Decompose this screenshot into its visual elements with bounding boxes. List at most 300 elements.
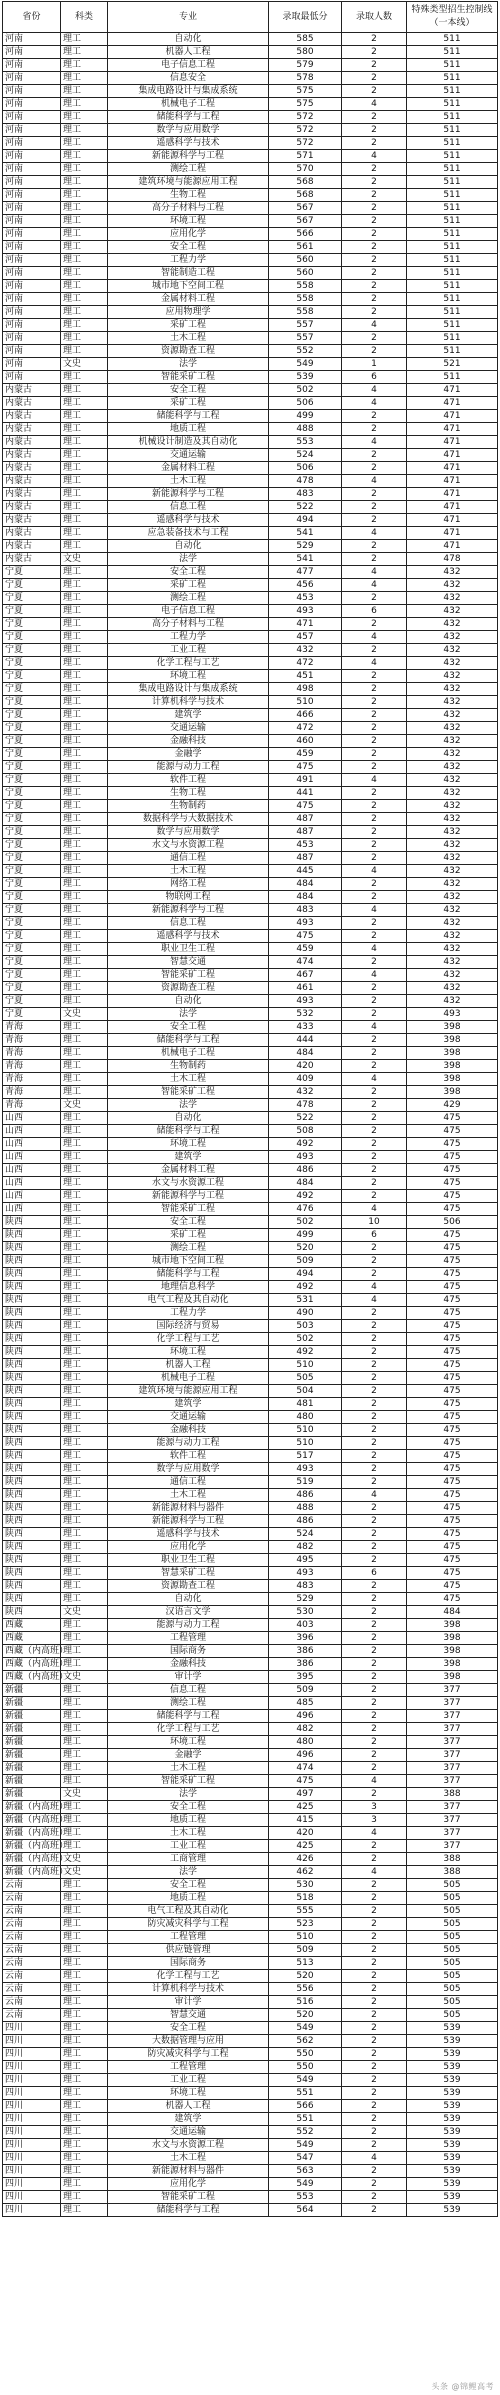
min-score-cell: 488	[269, 1502, 342, 1515]
category-cell: 文史	[61, 1788, 108, 1801]
control-line-cell: 511	[407, 137, 498, 150]
control-line-cell: 398	[407, 1073, 498, 1086]
table-row	[3, 46, 498, 59]
min-score-cell: 495	[269, 1554, 342, 1567]
min-score-cell: 493	[269, 1151, 342, 1164]
admitted-count-cell: 2	[342, 1580, 407, 1593]
major-cell: 地理信息科学	[108, 1281, 269, 1294]
major-cell: 土木工程	[108, 332, 269, 345]
category-cell: 理工	[61, 501, 108, 514]
min-score-cell: 492	[269, 1138, 342, 1151]
major-cell: 信息安全	[108, 72, 269, 85]
major-cell: 机械电子工程	[108, 1047, 269, 1060]
table-row	[3, 1866, 498, 1879]
province-cell: 四川	[3, 2165, 61, 2178]
category-cell: 理工	[61, 1203, 108, 1216]
min-score-cell: 475	[269, 1775, 342, 1788]
table-row	[3, 501, 498, 514]
table-row	[3, 358, 498, 371]
province-cell: 西藏（内高班）	[3, 1658, 61, 1671]
province-cell: 河南	[3, 85, 61, 98]
control-line-cell: 471	[407, 397, 498, 410]
province-cell: 河南	[3, 319, 61, 332]
province-cell: 宁夏	[3, 839, 61, 852]
major-cell: 化学工程与工艺	[108, 657, 269, 670]
major-cell: 环境工程	[108, 1346, 269, 1359]
category-cell: 理工	[61, 1190, 108, 1203]
table-row	[3, 1554, 498, 1567]
table-row	[3, 1515, 498, 1528]
admitted-count-cell: 2	[342, 1099, 407, 1112]
admitted-count-cell: 4	[342, 943, 407, 956]
major-cell: 金融科技	[108, 1424, 269, 1437]
province-cell: 新疆（内高班）	[3, 1827, 61, 1840]
major-cell: 能源与动力工程	[108, 1619, 269, 1632]
category-cell: 文史	[61, 1853, 108, 1866]
admitted-count-cell: 2	[342, 2139, 407, 2152]
control-line-cell: 388	[407, 1866, 498, 1879]
table-row	[3, 2178, 498, 2191]
control-line-cell: 471	[407, 527, 498, 540]
min-score-cell: 487	[269, 826, 342, 839]
control-line-cell: 377	[407, 1749, 498, 1762]
min-score-cell: 532	[269, 1008, 342, 1021]
admitted-count-cell: 6	[342, 605, 407, 618]
category-cell: 理工	[61, 709, 108, 722]
province-cell: 宁夏	[3, 605, 61, 618]
province-cell: 青海	[3, 1060, 61, 1073]
min-score-cell: 493	[269, 995, 342, 1008]
control-line-cell: 471	[407, 462, 498, 475]
province-cell: 河南	[3, 176, 61, 189]
min-score-cell: 520	[269, 1242, 342, 1255]
major-cell: 职业卫生工程	[108, 943, 269, 956]
table-row	[3, 1281, 498, 1294]
control-line-cell: 539	[407, 2113, 498, 2126]
admitted-count-cell: 2	[342, 696, 407, 709]
province-cell: 内蒙古	[3, 462, 61, 475]
category-cell: 理工	[61, 124, 108, 137]
major-cell: 安全工程	[108, 566, 269, 579]
major-cell: 储能科学与工程	[108, 1125, 269, 1138]
min-score-cell: 486	[269, 1489, 342, 1502]
min-score-cell: 518	[269, 1892, 342, 1905]
province-cell: 云南	[3, 1918, 61, 1931]
min-score-cell: 530	[269, 1879, 342, 1892]
province-cell: 西藏（内高班）	[3, 1645, 61, 1658]
admitted-count-cell: 2	[342, 1138, 407, 1151]
category-cell: 理工	[61, 85, 108, 98]
major-cell: 智能采矿工程	[108, 1775, 269, 1788]
min-score-cell: 568	[269, 176, 342, 189]
table-row	[3, 462, 498, 475]
province-cell: 陕西	[3, 1567, 61, 1580]
table-row	[3, 33, 498, 46]
admitted-count-cell: 2	[342, 1112, 407, 1125]
admitted-count-cell: 2	[342, 852, 407, 865]
min-score-cell: 568	[269, 189, 342, 202]
major-cell: 储能科学与工程	[108, 410, 269, 423]
province-cell: 河南	[3, 358, 61, 371]
control-line-cell: 505	[407, 1983, 498, 1996]
min-score-cell: 506	[269, 397, 342, 410]
admitted-count-cell: 2	[342, 1151, 407, 1164]
min-score-cell: 484	[269, 891, 342, 904]
major-cell: 智能采矿工程	[108, 1203, 269, 1216]
min-score-cell: 484	[269, 1047, 342, 1060]
category-cell: 理工	[61, 1879, 108, 1892]
province-cell: 西藏	[3, 1619, 61, 1632]
major-cell: 土木工程	[108, 475, 269, 488]
min-score-cell: 496	[269, 1749, 342, 1762]
table-row	[3, 1593, 498, 1606]
control-line-cell: 377	[407, 1775, 498, 1788]
control-line-cell: 475	[407, 1593, 498, 1606]
control-line-cell: 432	[407, 878, 498, 891]
admitted-count-cell: 1	[342, 358, 407, 371]
major-cell: 测绘工程	[108, 163, 269, 176]
admitted-count-cell: 4	[342, 1489, 407, 1502]
table-row	[3, 1463, 498, 1476]
table-row	[3, 449, 498, 462]
min-score-cell: 509	[269, 1255, 342, 1268]
table-row	[3, 72, 498, 85]
min-score-cell: 523	[269, 1918, 342, 1931]
category-cell: 理工	[61, 1983, 108, 1996]
min-score-cell: 498	[269, 683, 342, 696]
table-row	[3, 384, 498, 397]
table-row	[3, 943, 498, 956]
category-cell: 理工	[61, 241, 108, 254]
table-row	[3, 2048, 498, 2061]
min-score-cell: 510	[269, 1437, 342, 1450]
min-score-cell: 487	[269, 852, 342, 865]
table-row	[3, 228, 498, 241]
major-cell: 电气工程及其自动化	[108, 1294, 269, 1307]
table-row	[3, 124, 498, 137]
admitted-count-cell: 2	[342, 878, 407, 891]
category-cell: 理工	[61, 202, 108, 215]
admitted-count-cell: 4	[342, 527, 407, 540]
category-cell: 理工	[61, 917, 108, 930]
control-line-cell: 432	[407, 969, 498, 982]
major-cell: 审计学	[108, 1671, 269, 1684]
province-cell: 新疆	[3, 1762, 61, 1775]
min-score-cell: 547	[269, 2152, 342, 2165]
table-body	[3, 33, 498, 2217]
province-cell: 陕西	[3, 1268, 61, 1281]
major-cell: 法学	[108, 1866, 269, 1879]
control-line-cell: 475	[407, 1307, 498, 1320]
major-cell: 应用化学	[108, 2178, 269, 2191]
province-cell: 四川	[3, 2048, 61, 2061]
category-cell: 理工	[61, 163, 108, 176]
province-cell: 四川	[3, 2022, 61, 2035]
major-cell: 金属材料工程	[108, 462, 269, 475]
min-score-cell: 461	[269, 982, 342, 995]
admitted-count-cell: 2	[342, 514, 407, 527]
major-cell: 智能采矿工程	[108, 371, 269, 384]
province-cell: 青海	[3, 1099, 61, 1112]
category-cell: 理工	[61, 2061, 108, 2074]
major-cell: 软件工程	[108, 1450, 269, 1463]
major-cell: 工程力学	[108, 254, 269, 267]
category-cell: 理工	[61, 956, 108, 969]
category-cell: 理工	[61, 1580, 108, 1593]
major-cell: 新能源材料与器件	[108, 1502, 269, 1515]
category-cell: 理工	[61, 826, 108, 839]
control-line-cell: 475	[407, 1541, 498, 1554]
admitted-count-cell: 2	[342, 59, 407, 72]
min-score-cell: 558	[269, 306, 342, 319]
admitted-count-cell: 2	[342, 46, 407, 59]
header-control-line: 特殊类型招生控制线（一本线）	[407, 2, 498, 33]
control-line-cell: 377	[407, 1762, 498, 1775]
min-score-cell: 522	[269, 501, 342, 514]
control-line-cell: 475	[407, 1112, 498, 1125]
admitted-count-cell: 4	[342, 98, 407, 111]
admitted-count-cell: 2	[342, 540, 407, 553]
admitted-count-cell: 4	[342, 397, 407, 410]
category-cell: 理工	[61, 839, 108, 852]
province-cell: 陕西	[3, 1281, 61, 1294]
table-row	[3, 930, 498, 943]
major-cell: 遥感科学与技术	[108, 930, 269, 943]
min-score-cell: 481	[269, 1398, 342, 1411]
table-row	[3, 1437, 498, 1450]
province-cell: 新疆	[3, 1736, 61, 1749]
major-cell: 智能采矿工程	[108, 1086, 269, 1099]
min-score-cell: 494	[269, 1268, 342, 1281]
category-cell: 理工	[61, 384, 108, 397]
control-line-cell: 432	[407, 995, 498, 1008]
major-cell: 采矿工程	[108, 397, 269, 410]
major-cell: 国际商务	[108, 1645, 269, 1658]
province-cell: 宁夏	[3, 579, 61, 592]
control-line-cell: 511	[407, 215, 498, 228]
control-line-cell: 505	[407, 1905, 498, 1918]
major-cell: 环境工程	[108, 1138, 269, 1151]
admitted-count-cell: 2	[342, 813, 407, 826]
admitted-count-cell: 2	[342, 228, 407, 241]
province-cell: 陕西	[3, 1606, 61, 1619]
category-cell: 理工	[61, 2165, 108, 2178]
admitted-count-cell: 2	[342, 2191, 407, 2204]
province-cell: 新疆	[3, 1710, 61, 1723]
table-row	[3, 1853, 498, 1866]
table-row	[3, 319, 498, 332]
table-row	[3, 1242, 498, 1255]
min-score-cell: 499	[269, 410, 342, 423]
control-line-cell: 475	[407, 1294, 498, 1307]
table-row	[3, 1970, 498, 1983]
table-row	[3, 2165, 498, 2178]
major-cell: 环境工程	[108, 2087, 269, 2100]
category-cell: 理工	[61, 2191, 108, 2204]
control-line-cell: 511	[407, 59, 498, 72]
table-row	[3, 839, 498, 852]
table-row	[3, 1658, 498, 1671]
table-row	[3, 1216, 498, 1229]
major-cell: 应急装备技术与工程	[108, 527, 269, 540]
admitted-count-cell: 2	[342, 1385, 407, 1398]
major-cell: 自动化	[108, 540, 269, 553]
major-cell: 生物工程	[108, 787, 269, 800]
min-score-cell: 502	[269, 1216, 342, 1229]
province-cell: 山西	[3, 1151, 61, 1164]
table-row	[3, 1528, 498, 1541]
table-row	[3, 631, 498, 644]
major-cell: 地质工程	[108, 1892, 269, 1905]
table-row	[3, 1476, 498, 1489]
min-score-cell: 549	[269, 2022, 342, 2035]
province-cell: 内蒙古	[3, 527, 61, 540]
category-cell: 理工	[61, 280, 108, 293]
min-score-cell: 564	[269, 2204, 342, 2217]
province-cell: 宁夏	[3, 722, 61, 735]
table-row	[3, 1632, 498, 1645]
category-cell: 理工	[61, 2087, 108, 2100]
province-cell: 陕西	[3, 1593, 61, 1606]
control-line-cell: 475	[407, 1281, 498, 1294]
province-cell: 新疆（内高班）	[3, 1801, 61, 1814]
admitted-count-cell: 2	[342, 1853, 407, 1866]
table-row	[3, 98, 498, 111]
min-score-cell: 475	[269, 761, 342, 774]
admitted-count-cell: 2	[342, 111, 407, 124]
admitted-count-cell: 2	[342, 1125, 407, 1138]
header-major: 专业	[108, 2, 269, 33]
province-cell: 山西	[3, 1203, 61, 1216]
category-cell: 文史	[61, 358, 108, 371]
admitted-count-cell: 2	[342, 306, 407, 319]
major-cell: 测绘工程	[108, 1697, 269, 1710]
admitted-count-cell: 4	[342, 1021, 407, 1034]
admitted-count-cell: 2	[342, 1437, 407, 1450]
admitted-count-cell: 2	[342, 85, 407, 98]
control-line-cell: 539	[407, 2100, 498, 2113]
control-line-cell: 511	[407, 332, 498, 345]
major-cell: 金融科技	[108, 1658, 269, 1671]
province-cell: 陕西	[3, 1294, 61, 1307]
control-line-cell: 475	[407, 1164, 498, 1177]
province-cell: 内蒙古	[3, 384, 61, 397]
admitted-count-cell: 2	[342, 1723, 407, 1736]
table-row	[3, 2204, 498, 2217]
admitted-count-cell: 2	[342, 423, 407, 436]
admitted-count-cell: 2	[342, 1840, 407, 1853]
min-score-cell: 508	[269, 1125, 342, 1138]
category-cell: 理工	[61, 878, 108, 891]
control-line-cell: 471	[407, 514, 498, 527]
category-cell: 理工	[61, 1905, 108, 1918]
admitted-count-cell: 2	[342, 800, 407, 813]
major-cell: 水文与水资源工程	[108, 2139, 269, 2152]
category-cell: 理工	[61, 332, 108, 345]
province-cell: 河南	[3, 332, 61, 345]
min-score-cell: 486	[269, 1164, 342, 1177]
major-cell: 测绘工程	[108, 1242, 269, 1255]
control-line-cell: 432	[407, 800, 498, 813]
table-row	[3, 1567, 498, 1580]
min-score-cell: 445	[269, 865, 342, 878]
category-cell: 理工	[61, 1138, 108, 1151]
admitted-count-cell: 2	[342, 956, 407, 969]
major-cell: 国际商务	[108, 1957, 269, 1970]
category-cell: 理工	[61, 1151, 108, 1164]
table-row	[3, 891, 498, 904]
table-row	[3, 1671, 498, 1684]
control-line-cell: 432	[407, 839, 498, 852]
province-cell: 宁夏	[3, 891, 61, 904]
major-cell: 水文与水资源工程	[108, 839, 269, 852]
table-row	[3, 1203, 498, 1216]
major-cell: 工程力学	[108, 1307, 269, 1320]
admitted-count-cell: 2	[342, 1957, 407, 1970]
category-cell: 理工	[61, 2152, 108, 2165]
control-line-cell: 432	[407, 579, 498, 592]
min-score-cell: 539	[269, 371, 342, 384]
control-line-cell: 398	[407, 1060, 498, 1073]
province-cell: 青海	[3, 1047, 61, 1060]
min-score-cell: 482	[269, 1541, 342, 1554]
control-line-cell: 471	[407, 501, 498, 514]
min-score-cell: 524	[269, 1528, 342, 1541]
admitted-count-cell: 2	[342, 345, 407, 358]
control-line-cell: 475	[407, 1567, 498, 1580]
table-row	[3, 202, 498, 215]
major-cell: 计算机科学与技术	[108, 696, 269, 709]
min-score-cell: 471	[269, 618, 342, 631]
control-line-cell: 475	[407, 1385, 498, 1398]
table-row	[3, 1034, 498, 1047]
category-cell: 理工	[61, 150, 108, 163]
major-cell: 储能科学与工程	[108, 1034, 269, 1047]
table-row	[3, 1346, 498, 1359]
major-cell: 储能科学与工程	[108, 1710, 269, 1723]
province-cell: 新疆	[3, 1749, 61, 1762]
category-cell: 理工	[61, 761, 108, 774]
category-cell: 理工	[61, 735, 108, 748]
major-cell: 应用物理学	[108, 306, 269, 319]
min-score-cell: 441	[269, 787, 342, 800]
admitted-count-cell: 6	[342, 1229, 407, 1242]
table-row	[3, 137, 498, 150]
major-cell: 土木工程	[108, 2152, 269, 2165]
major-cell: 信息工程	[108, 501, 269, 514]
control-line-cell: 511	[407, 189, 498, 202]
admitted-count-cell: 2	[342, 1034, 407, 1047]
major-cell: 交通运输	[108, 449, 269, 462]
category-cell: 理工	[61, 1710, 108, 1723]
table-row	[3, 345, 498, 358]
province-cell: 宁夏	[3, 670, 61, 683]
major-cell: 交通运输	[108, 722, 269, 735]
province-cell: 新疆（内高班）	[3, 1866, 61, 1879]
province-cell: 四川	[3, 2152, 61, 2165]
control-line-cell: 511	[407, 241, 498, 254]
table-row	[3, 1840, 498, 1853]
control-line-cell: 539	[407, 2191, 498, 2204]
min-score-cell: 524	[269, 449, 342, 462]
min-score-cell: 572	[269, 124, 342, 137]
province-cell: 陕西	[3, 1476, 61, 1489]
province-cell: 青海	[3, 1073, 61, 1086]
control-line-cell: 432	[407, 631, 498, 644]
table-row	[3, 1164, 498, 1177]
min-score-cell: 456	[269, 579, 342, 592]
control-line-cell: 475	[407, 1177, 498, 1190]
